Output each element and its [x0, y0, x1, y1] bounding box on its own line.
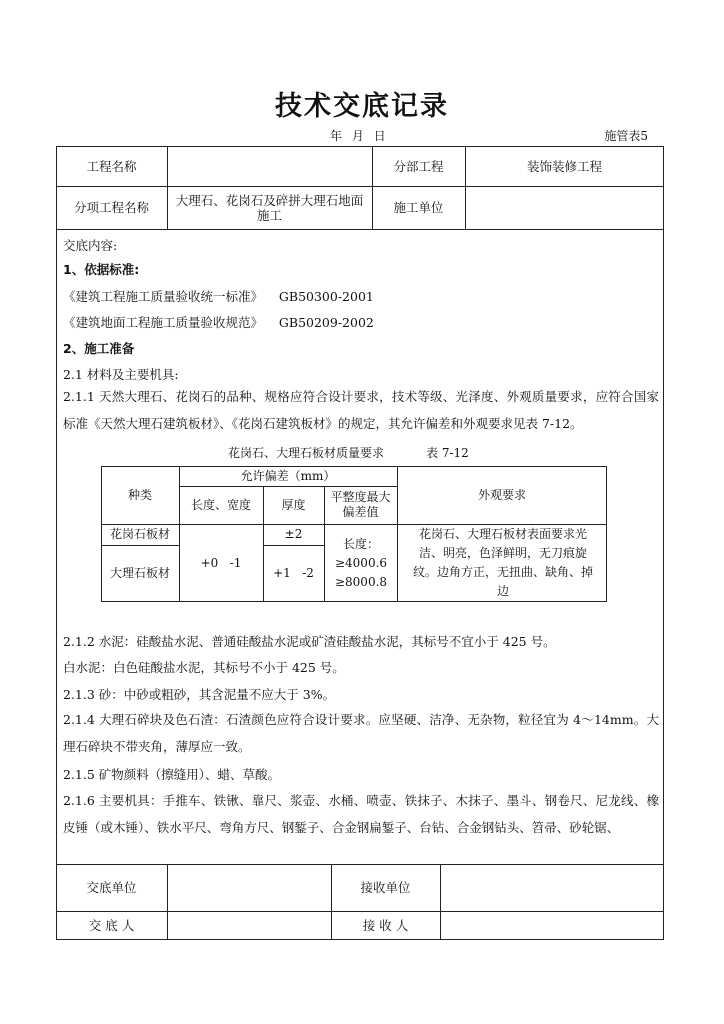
- table-cell-marble-thickness: +1 -2: [273, 566, 314, 580]
- division-label: 分部工程: [393, 158, 444, 174]
- table-row-granite-kind: 花岗石板材: [109, 527, 170, 541]
- handover-unit-field[interactable]: [167, 864, 331, 911]
- table-caption: [228, 444, 469, 461]
- receiver-label: 接 收 人: [362, 918, 409, 933]
- table-cell-flatness: 长度：≥4000.6 ≥8000.8: [334, 536, 388, 589]
- content-intro: 交底内容:: [63, 238, 118, 253]
- paragraph: 2.1.4 大理石碎块及色石渣：石渣颜色应符合设计要求。应坚硬、洁净、无杂物，粒径宜为 4～14mm。大理石碎块不带夹角，薄厚应一致。: [63, 712, 659, 754]
- table-cell-length-width: +0 -1: [200, 555, 242, 570]
- receiving-unit-field[interactable]: [440, 864, 664, 911]
- section-heading: 1、依据标准:: [63, 262, 140, 277]
- paragraph: 2.1.2 水泥：硅酸盐水泥、普通硅酸盐水泥或矿渣硅酸盐水泥，其标号不宜小于 425 号。: [63, 634, 556, 649]
- construction-unit-label: 施工单位: [393, 200, 444, 215]
- section-heading: 2、施工准备: [63, 341, 135, 356]
- table-cell-appearance: 花岗石、大理石板材表面要求光洁、明亮，色泽鲜明，无刀痕旋纹。边角方正，无扭曲、缺角、掉边: [412, 527, 593, 598]
- table-header-appearance: 外观要求: [477, 487, 526, 502]
- table-caption-text: 花岗石、大理石板材质量要求: [228, 446, 385, 460]
- table-row-marble-kind: 大理石板材: [109, 566, 170, 580]
- handover-person-label: 交 底 人: [88, 918, 135, 933]
- paragraph: 2.1.3 砂：中砂或粗砂，其含泥量不应大于 3%。: [63, 687, 336, 702]
- handover-unit-label: 交底单位: [86, 880, 137, 895]
- divider: [56, 229, 664, 230]
- paragraph: 2.1.1 天然大理石、花岗石的品种、规格应符合设计要求，技术等级、光泽度、外观质量要求，应符合国家标准《天然大理石建筑板材》、《花岗石建筑板材》的规定，其允许偏差和外观要求见表 7-12。: [63, 389, 659, 431]
- project-name-label: 工程名称: [86, 158, 137, 174]
- paragraph: 2.1.5 矿物颜料（擦缝用）、蜡、草酸。: [63, 767, 281, 782]
- table-cell-granite-thickness: ±2: [284, 527, 303, 541]
- form-number: 施管表5: [604, 129, 648, 143]
- paragraph: 2.1 材料及主要机具:: [63, 367, 179, 382]
- receiving-unit-label: 接收单位: [360, 880, 411, 895]
- subdivision-label: 分项工程名称: [73, 200, 149, 215]
- date-line: 年 月 日: [330, 129, 386, 143]
- table-header-allowance: 允许偏差（mm）: [240, 468, 336, 483]
- quality-requirements-table: [101, 466, 607, 602]
- subdivision-value[interactable]: 大理石、花岗石及碎拼大理石地面施工: [175, 192, 364, 223]
- table-rule: [324, 486, 325, 602]
- table-header-length-width: 长度、宽度: [190, 497, 251, 512]
- paragraph: 白水泥：白色硅酸盐水泥，其标号不小于 425 号。: [63, 660, 345, 675]
- table-header-flatness: 平整度最大偏差值: [330, 490, 391, 519]
- standard-item: 《建筑地面工程施工质量验收规范》 GB50209-2002: [63, 315, 374, 330]
- table-header-kind: 种类: [127, 487, 152, 502]
- handover-person-field[interactable]: [167, 911, 331, 940]
- construction-unit-field[interactable]: [465, 186, 664, 229]
- division-value[interactable]: 装饰装修工程: [526, 158, 602, 174]
- table-number: 表 7-12: [426, 446, 469, 460]
- document-title: 技术交底记录: [275, 91, 449, 122]
- receiver-field[interactable]: [440, 911, 664, 940]
- standard-item: 《建筑工程施工质量验收统一标准》 GB50300-2001: [63, 289, 374, 304]
- project-name-field[interactable]: [167, 146, 372, 186]
- table-header-thickness: 厚度: [281, 497, 306, 512]
- paragraph: 2.1.6 主要机具：手推车、铁锹、靠尺、浆壶、水桶、喷壶、铁抹子、木抹子、墨斗、钢卷尺、尼龙线、橡皮锤（或木锤）、铁水平尺、弯角方尺、钢錾子、合金钢扁錾子、台钻、合金钢钻头、笤帚、砂轮锯、: [63, 793, 659, 835]
